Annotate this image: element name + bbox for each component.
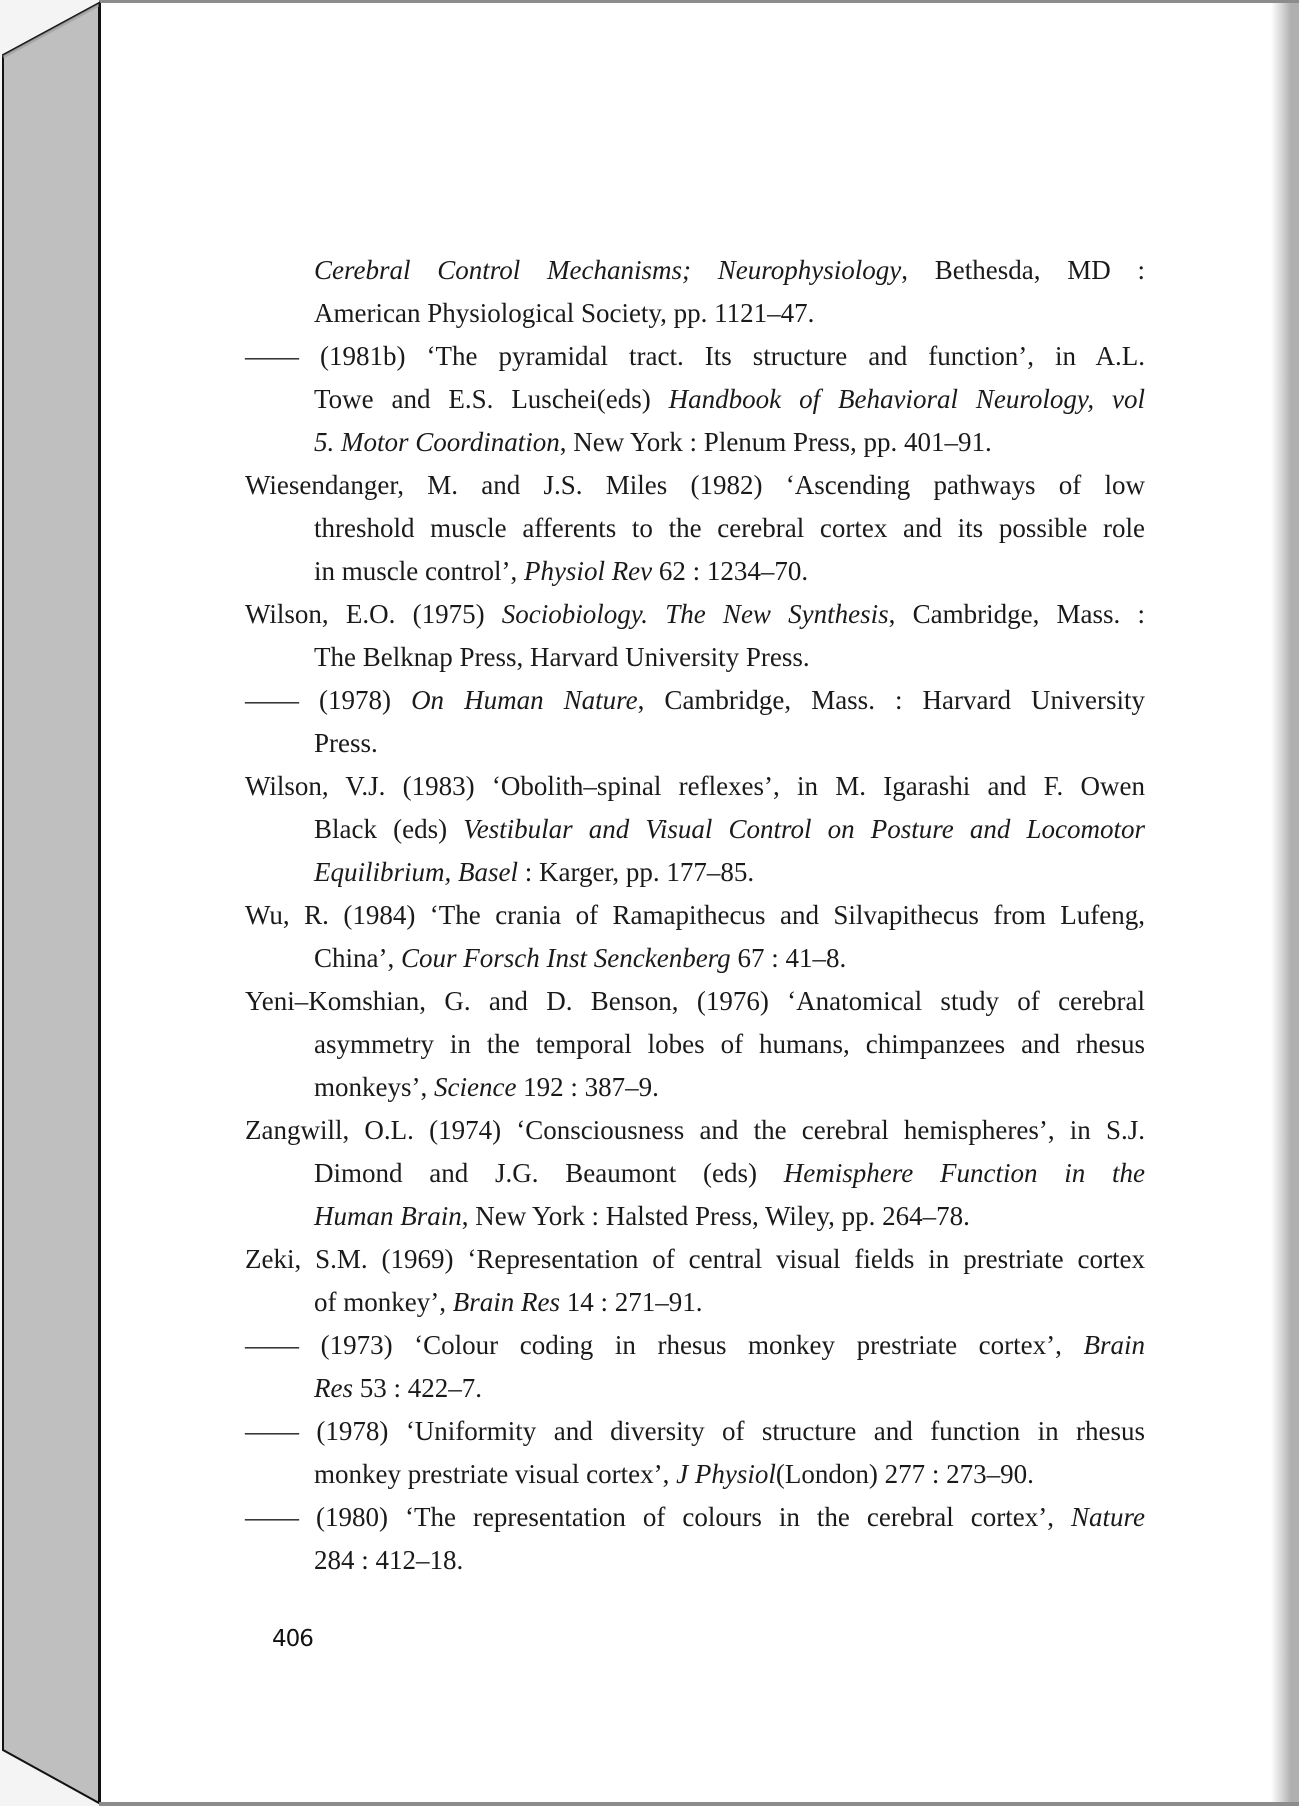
reference-entry [245,679,1145,765]
reference-text: 67 : 41–8. [730,943,847,973]
reference-entry [245,249,1145,335]
reference-line [245,292,1145,335]
reference-text: , Bethesda, MD : [901,255,1145,285]
reference-line [245,550,1145,593]
reference-text: monkey prestriate visual cortex’, [314,1459,677,1489]
reference-text: —— (1981b) ‘The pyramidal tract. Its structure and function’, in A.L. [245,341,1145,371]
italic-title: Brain Res [452,1287,560,1317]
reference-text: —— (1978) [245,685,412,715]
reference-text: Wilson, V.J. (1983) ‘Obolith–spinal reflexes’, in M. Igarashi and F. Owen [245,771,1145,801]
reference-entry [245,1109,1145,1238]
reference-line [245,894,1145,937]
italic-title: Res [314,1373,353,1403]
reference-entry [245,1496,1145,1582]
reference-line [245,464,1145,507]
italic-title: Handbook of Behavioral Neurology, vol [668,384,1145,414]
reference-line [245,636,1145,679]
page-edge-shadow [1271,3,1299,1802]
page-number: 406 [272,1626,313,1652]
reference-text: 14 : 271–91. [559,1287,703,1317]
reference-line [245,1410,1145,1453]
reference-text: Wiesendanger, M. and J.S. Miles (1982) ‘Ascending pathways of low [245,470,1145,500]
reference-line [245,1539,1145,1582]
italic-title: Hemisphere Function in the [783,1158,1145,1188]
italic-title: Science [433,1072,517,1102]
reference-line [245,1238,1145,1281]
reference-line [245,335,1145,378]
reference-line [245,593,1145,636]
reference-text: in muscle control’, [314,556,524,586]
reference-text: 192 : 387–9. [516,1072,659,1102]
reference-line [245,808,1145,851]
italic-title: Sociobiology. The New Synthesis [501,599,889,629]
italic-title: Cerebral Control Mechanisms; Neurophysiology [314,255,902,285]
italic-title: Brain [1083,1330,1145,1360]
reference-line [245,679,1145,722]
reference-text: , Cambridge, Mass. : [888,599,1145,629]
reference-text: Black (eds) [314,814,464,844]
reference-line [245,851,1145,894]
reference-line [245,1453,1145,1496]
reference-text: The Belknap Press, Harvard University Press. [314,642,810,672]
reference-text: , New York : Halsted Press, Wiley, pp. 264–78. [461,1201,970,1231]
reference-text: Towe and E.S. Luschei(eds) [314,384,669,414]
reference-line [245,1109,1145,1152]
reference-line [245,1066,1145,1109]
italic-title: J Physiol [676,1459,776,1489]
reference-text: —— (1973) ‘Colour coding in rhesus monkey prestriate cortex’, [245,1330,1084,1360]
reference-line [245,1195,1145,1238]
reference-text: , New York : Plenum Press, pp. 401–91. [559,427,992,457]
reference-line [245,421,1145,464]
reference-text: China’, [314,943,401,973]
book-bottom-edge [99,1802,1299,1806]
reference-text: —— (1978) ‘Uniformity and diversity of structure and function in rhesus [245,1416,1145,1446]
reference-line [245,1324,1145,1367]
italic-title: On Human Nature [411,685,638,715]
reference-text: : Karger, pp. 177–85. [518,857,755,887]
reference-entry [245,1324,1145,1410]
reference-text: American Physiological Society, pp. 1121–47. [314,298,815,328]
reference-entry [245,464,1145,593]
reference-entry [245,1410,1145,1496]
book-page [99,3,1299,1802]
italic-title: Equilibrium, Basel [314,857,518,887]
reference-line [245,1023,1145,1066]
reference-entry [245,765,1145,894]
reference-text: —— (1980) ‘The representation of colours in the cerebral cortex’, [245,1502,1071,1532]
reference-line [245,1367,1145,1410]
reference-line [245,507,1145,550]
reference-entry [245,335,1145,464]
reference-text: monkeys’, [314,1072,434,1102]
reference-text: Dimond and J.G. Beaumont (eds) [314,1158,784,1188]
reference-entry [245,1238,1145,1324]
reference-line [245,378,1145,421]
reference-text: Wilson, E.O. (1975) [245,599,502,629]
italic-title: Vestibular and Visual Control on Posture and Locomotor [463,814,1145,844]
reference-line [245,937,1145,980]
reference-text: asymmetry in the temporal lobes of humans, chimpanzees and rhesus [314,1029,1145,1059]
italic-title: Cour Forsch Inst Senckenberg [401,943,731,973]
reference-text: Press. [314,728,378,758]
reference-line [245,980,1145,1023]
reference-text: , Cambridge, Mass. : Harvard University [637,685,1145,715]
reference-line [245,765,1145,808]
reference-line [245,1152,1145,1195]
reference-text: of monkey’, [314,1287,453,1317]
reference-text: Zeki, S.M. (1969) ‘Representation of central visual fields in prestriate cortex [245,1244,1145,1274]
reference-text: 284 : 412–18. [314,1545,464,1575]
reference-text: Wu, R. (1984) ‘The crania of Ramapithecus and Silvapithecus from Lufeng, [245,900,1145,930]
reference-text: Zangwill, O.L. (1974) ‘Consciousness and the cerebral hemispheres’, in S.J. [245,1115,1145,1145]
reference-list [245,249,1145,1582]
italic-title: Human Brain [314,1201,462,1231]
reference-line [245,722,1145,765]
reference-entry [245,980,1145,1109]
reference-entry [245,593,1145,679]
reference-text: 62 : 1234–70. [652,556,809,586]
italic-title: 5. Motor Coordination [314,427,560,457]
reference-text: threshold muscle afferents to the cerebral cortex and its possible role [314,513,1145,543]
italic-title: Physiol Rev [523,556,653,586]
reference-text: (London) 277 : 273–90. [775,1459,1034,1489]
book-spine [0,0,100,1806]
reference-text: Yeni–Komshian, G. and D. Benson, (1976) ‘Anatomical study of cerebral [245,986,1145,1016]
reference-entry [245,894,1145,980]
italic-title: Nature [1071,1502,1145,1532]
reference-text: 53 : 422–7. [352,1373,482,1403]
reference-line [245,1281,1145,1324]
reference-line [245,249,1145,292]
reference-line [245,1496,1145,1539]
